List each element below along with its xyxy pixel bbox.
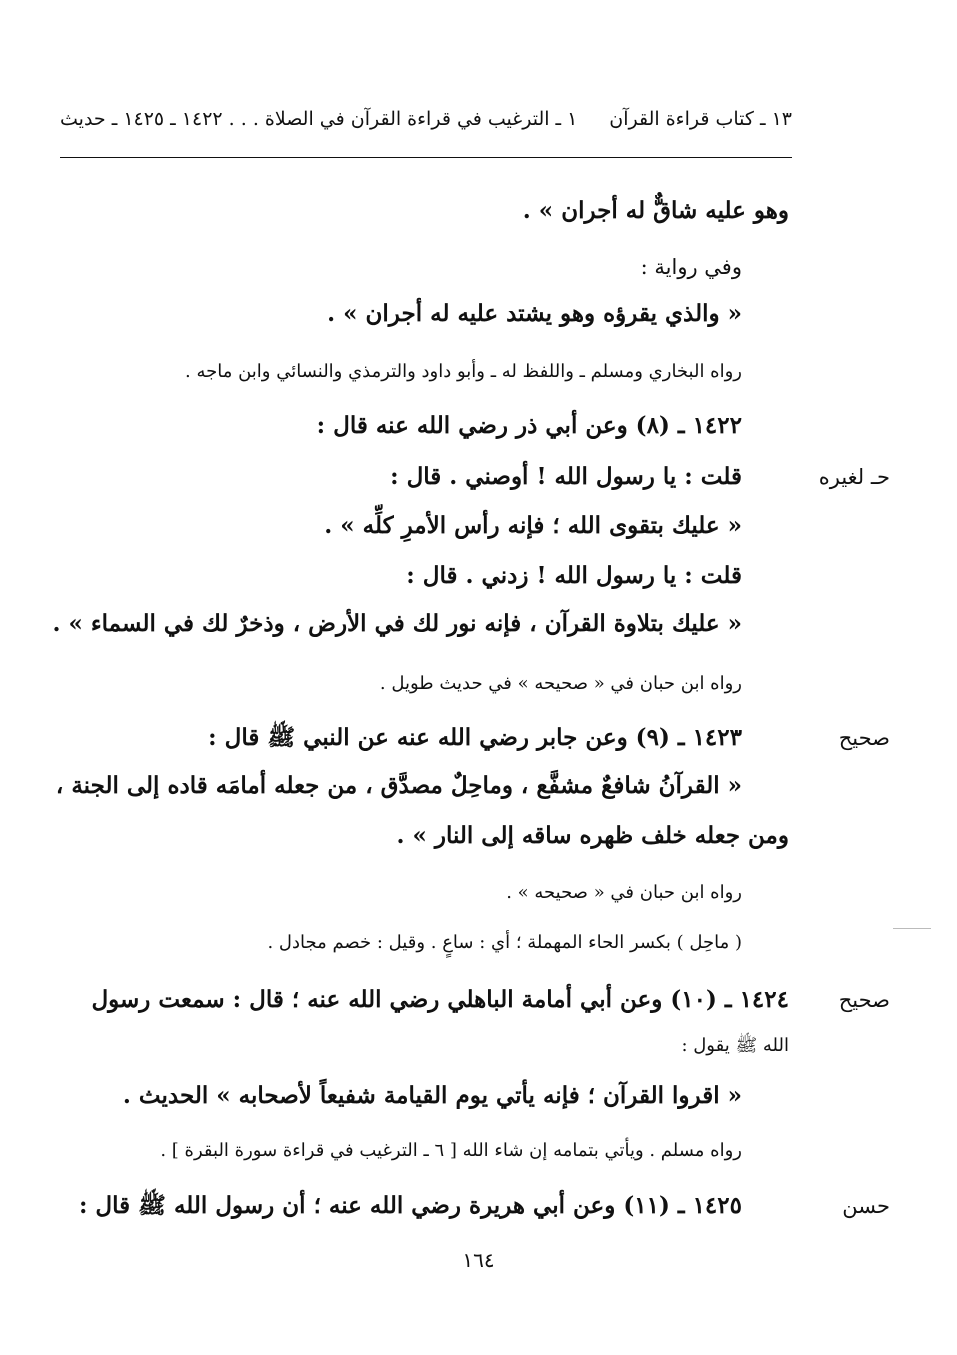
source-line-1: رواه البخاري ومسلم ـ واللفظ له ـ وأبو داود والترمذي والنسائي وابن ماجه .: [185, 361, 742, 382]
source-line-2: رواه ابن حبان في « صحيحه » في حديث طويل .: [379, 673, 742, 694]
gloss-line: ( ماحِل ) بكسر الحاء المهملة ؛ أي : ساعٍ . وقيل : خصم مجادل .: [267, 932, 742, 953]
text-line-9: « عليك بتلاوة القرآن ، فإنه نور لك في الأرض ، وذخرٌ لك في السماء » .: [52, 610, 742, 637]
text-line-13: ومن جعله خلف ظهره ساقه إلى النار » .: [396, 822, 789, 849]
grade-1425: حسن: [842, 1194, 890, 1218]
text-line-6: قلت : يا رسول الله ! أوصني . قال :: [390, 463, 742, 490]
text-line-2: وفي رواية :: [640, 255, 742, 279]
text-line-17: الله ﷺ يقول :: [681, 1035, 789, 1056]
text-line-1: وهو عليه شاقٌّ له أجران » .: [522, 197, 789, 224]
grade-1423: صحيح: [838, 726, 890, 750]
text-line-12: « القرآنُ شافعٌ مشفَّع ، وماحِلٌ مصدَّق ، من جعله أمامَه قاده إلى الجنة ،: [55, 772, 742, 799]
source-line-4: رواه مسلم . ويأتي بتمامه إن شاء الله [ ٦ ـ الترغيب في قراءة سورة البقرة ] .: [160, 1140, 742, 1161]
header-chapter: ١٣ ـ كتاب قراءة القرآن: [609, 108, 792, 130]
header-rule: [60, 157, 792, 158]
margin-mark: [893, 928, 931, 929]
text-line-8: قلت : يا رسول الله ! زدني . قال :: [406, 562, 742, 589]
source-line-3: رواه ابن حبان في « صحيحه » .: [506, 882, 742, 903]
text-line-3: « والذي يقرؤه وهو يشتد عليه له أجران » .: [327, 300, 742, 327]
hadith-1424-heading: ١٤٢٤ ـ (١٠) وعن أبي أمامة الباهلي رضي الله عنه ؛ قال : سمعت رسول: [91, 986, 789, 1013]
hadith-1422-heading: ١٤٢٢ ـ (٨) وعن أبي ذر رضي الله عنه قال :: [316, 412, 742, 439]
hadith-1423-heading: ١٤٢٣ ـ (٩) وعن جابر رضي الله عنه عن النبي ﷺ قال :: [208, 724, 742, 751]
grade-1422: حـ لغيره: [818, 465, 890, 489]
text-line-7: « عليك بتقوى الله ؛ فإنه رأس الأمرِ كلِّه » .: [324, 512, 742, 539]
page-number: ١٦٤: [462, 1248, 495, 1272]
hadith-1425-heading: ١٤٢٥ ـ (١١) وعن أبي هريرة رضي الله عنه ؛ أن رسول الله ﷺ قال :: [78, 1192, 742, 1219]
header-section: ١ ـ الترغيب في قراءة القرآن في الصلاة . . . ١٤٢٢ ـ ١٤٢٥ ـ حديث: [60, 108, 578, 130]
text-line-18: « اقروا القرآن ؛ فإنه يأتي يوم القيامة شفيعاً لأصحابه » الحديث .: [122, 1082, 742, 1109]
grade-1424: صحيح: [838, 988, 890, 1012]
